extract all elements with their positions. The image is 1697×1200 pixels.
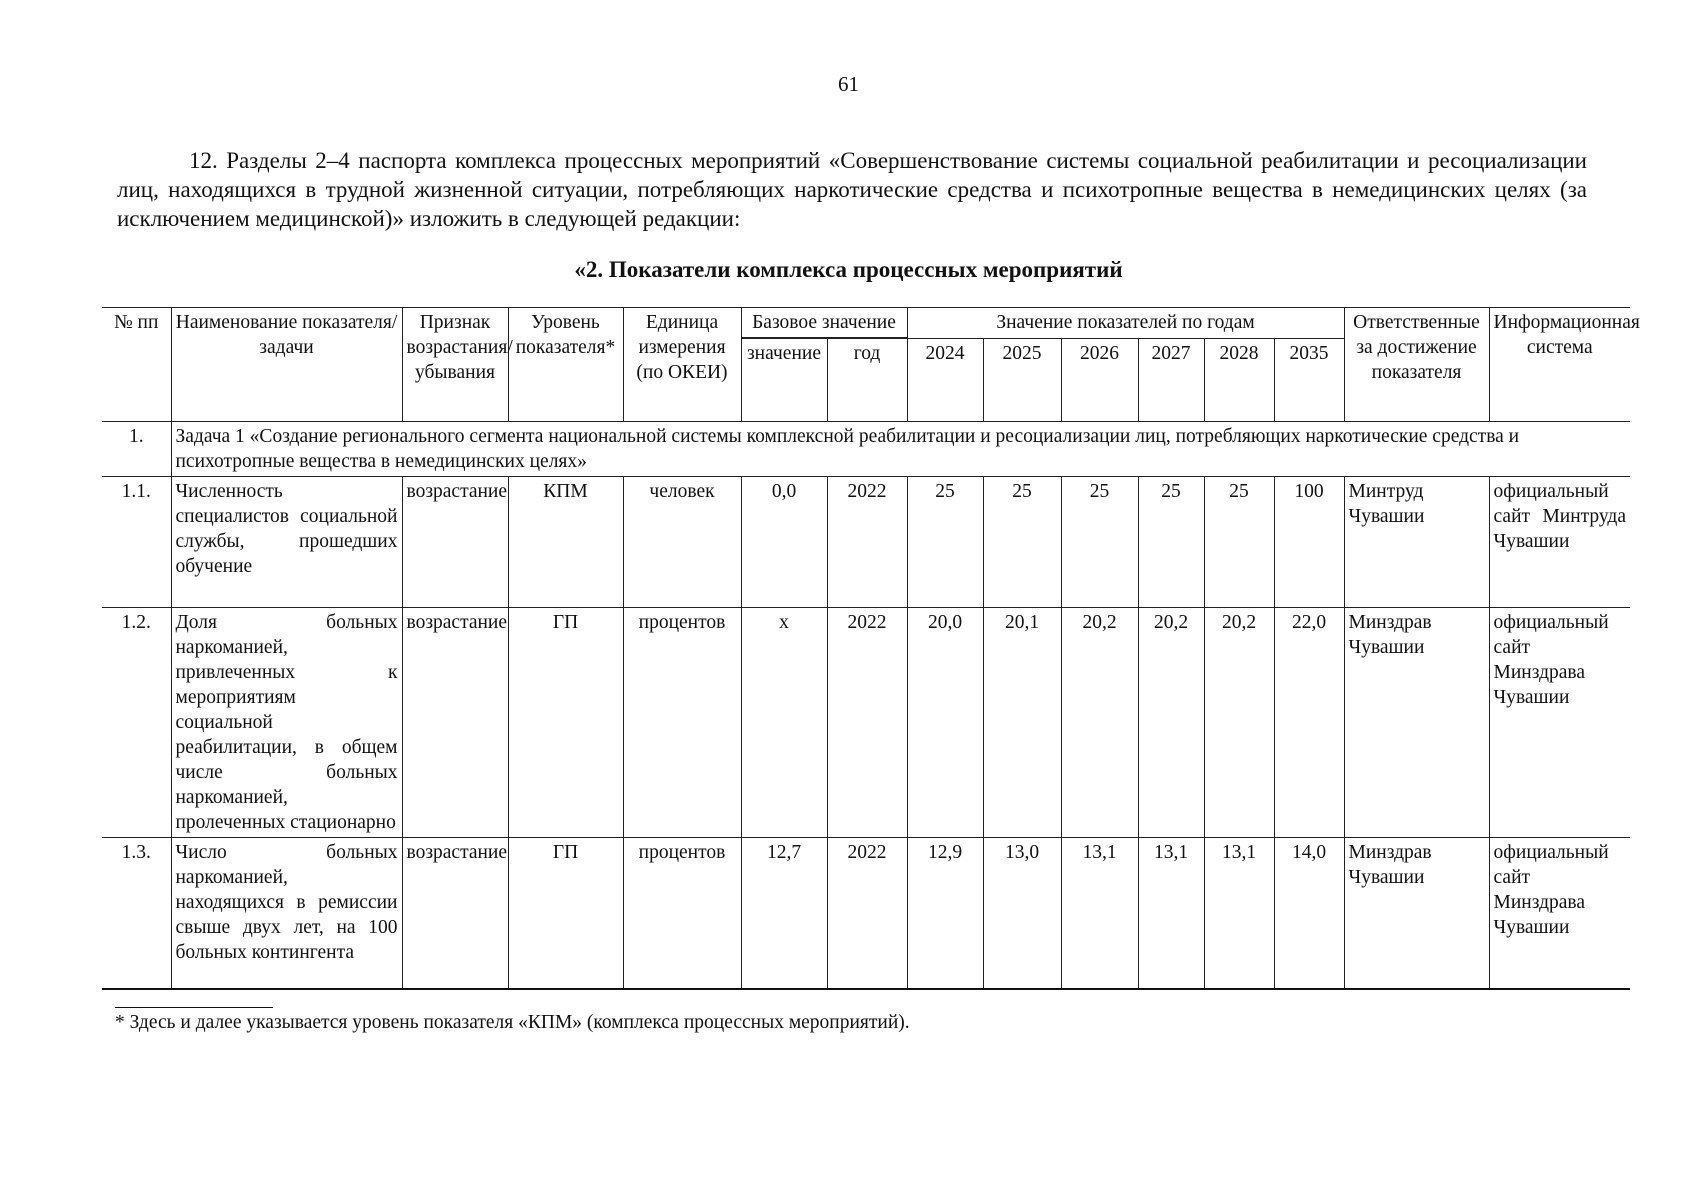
row-value-2028: 25 xyxy=(1204,477,1274,608)
row-value-2027: 20,2 xyxy=(1138,608,1204,838)
header-values-by-year: Значение показателей по годам xyxy=(907,308,1344,339)
row-base-year: 2022 xyxy=(827,838,907,990)
footnote: * Здесь и далее указывается уровень показателя «КПМ» (комплекса процессных мероприятий). xyxy=(115,1012,910,1033)
row-base-value: 12,7 xyxy=(741,838,827,990)
row-base-year: 2022 xyxy=(827,608,907,838)
row-responsible: Минздрав Чувашии xyxy=(1344,838,1489,990)
task-row xyxy=(102,422,1630,477)
header-name: Наименование показателя/задачи xyxy=(171,308,402,422)
row-value-2025: 25 xyxy=(983,477,1061,608)
row-value-2025: 20,1 xyxy=(983,608,1061,838)
row-trend: возрастание xyxy=(402,838,508,990)
row-base-year: 2022 xyxy=(827,477,907,608)
row-value-2026: 25 xyxy=(1061,477,1138,608)
row-value-2026: 20,2 xyxy=(1061,608,1138,838)
row-base-value: 0,0 xyxy=(741,477,827,608)
table-row xyxy=(102,608,1630,838)
header-num: № пп xyxy=(102,308,171,422)
row-value-2024: 20,0 xyxy=(907,608,983,838)
row-info-system: официальный сайт Минздрава Чувашии xyxy=(1489,838,1630,990)
row-info-system: официальный сайт Минздрава Чувашии xyxy=(1489,608,1630,838)
page-number: 61 xyxy=(838,72,859,96)
header-responsible: Ответственные за достижение показателя xyxy=(1344,308,1489,422)
row-level: ГП xyxy=(508,608,623,838)
header-base: Базовое значение xyxy=(741,308,907,338)
header-base-year: год xyxy=(827,339,907,422)
header-year-2028: 2028 xyxy=(1204,339,1274,422)
header-year-2024: 2024 xyxy=(907,339,983,422)
row-level: КПМ xyxy=(508,477,623,608)
header-trend: Признак возрастания/ убывания xyxy=(402,308,508,422)
header-unit: Единица измерения (по ОКЕИ) xyxy=(623,308,741,422)
row-value-2035: 14,0 xyxy=(1274,838,1344,990)
row-value-2035: 100 xyxy=(1274,477,1344,608)
row-value-2027: 25 xyxy=(1138,477,1204,608)
row-num: 1.1. xyxy=(102,477,171,608)
header-year-2027: 2027 xyxy=(1138,339,1204,422)
row-num: 1.3. xyxy=(102,838,171,990)
header-base-value: значение xyxy=(741,339,827,422)
header-year-2025: 2025 xyxy=(983,339,1061,422)
row-name: Численность специалистов социальной службы, прошедших обучение xyxy=(171,477,402,608)
table-row xyxy=(102,838,1630,990)
row-value-2024: 12,9 xyxy=(907,838,983,990)
row-value-2028: 20,2 xyxy=(1204,608,1274,838)
header-year-2026: 2026 xyxy=(1061,339,1138,422)
header-info-system: Информационная система xyxy=(1489,308,1630,422)
row-value-2025: 13,0 xyxy=(983,838,1061,990)
header-year-2035: 2035 xyxy=(1274,339,1344,422)
row-value-2028: 13,1 xyxy=(1204,838,1274,990)
task-num: 1. xyxy=(102,422,171,477)
table-row xyxy=(102,477,1630,608)
row-name: Число больных наркоманией, находящихся в ремиссии свыше двух лет, на 100 больных контингента xyxy=(171,838,402,990)
indicators-table xyxy=(102,307,1640,990)
row-trend: возрастание xyxy=(402,608,508,838)
intro-paragraph: 12. Разделы 2–4 паспорта комплекса процессных мероприятий «Совершенствование системы социальной реабилитации и ресоциализации лиц, находящихся в трудной жизненной ситуации, потребляющих наркотические средства и психотропные вещества в немедицинских целях (за исключением медицинской)» изложить в следующей редакции: xyxy=(117,148,1587,231)
row-info-system: официальный сайт Минтруда Чувашии xyxy=(1489,477,1630,608)
row-unit: процентов xyxy=(623,838,741,990)
row-base-value: х xyxy=(741,608,827,838)
row-responsible: Минтруд Чувашии xyxy=(1344,477,1489,608)
row-value-2024: 25 xyxy=(907,477,983,608)
task-text: Задача 1 «Создание регионального сегмента национальной системы комплексной реабилитации и ресоциализации лиц, потребляющих наркотические средства и психотропные вещества в немедицинских целях» xyxy=(171,422,1630,477)
row-value-2035: 22,0 xyxy=(1274,608,1344,838)
row-responsible: Минздрав Чувашии xyxy=(1344,608,1489,838)
row-num: 1.2. xyxy=(102,608,171,838)
row-unit: человек xyxy=(623,477,741,608)
section-title: «2. Показатели комплекса процессных мероприятий xyxy=(574,257,1123,282)
row-level: ГП xyxy=(508,838,623,990)
footnote-divider xyxy=(115,1007,273,1008)
header-level: Уровень показателя* xyxy=(508,308,623,422)
row-name: Доля больных наркоманией, привлеченных к мероприятиям социальной реабилитации, в общем числе больных наркоманией, пролеченных стационарно xyxy=(171,608,402,838)
row-value-2027: 13,1 xyxy=(1138,838,1204,990)
row-value-2026: 13,1 xyxy=(1061,838,1138,990)
row-unit: процентов xyxy=(623,608,741,838)
row-trend: возрастание xyxy=(402,477,508,608)
